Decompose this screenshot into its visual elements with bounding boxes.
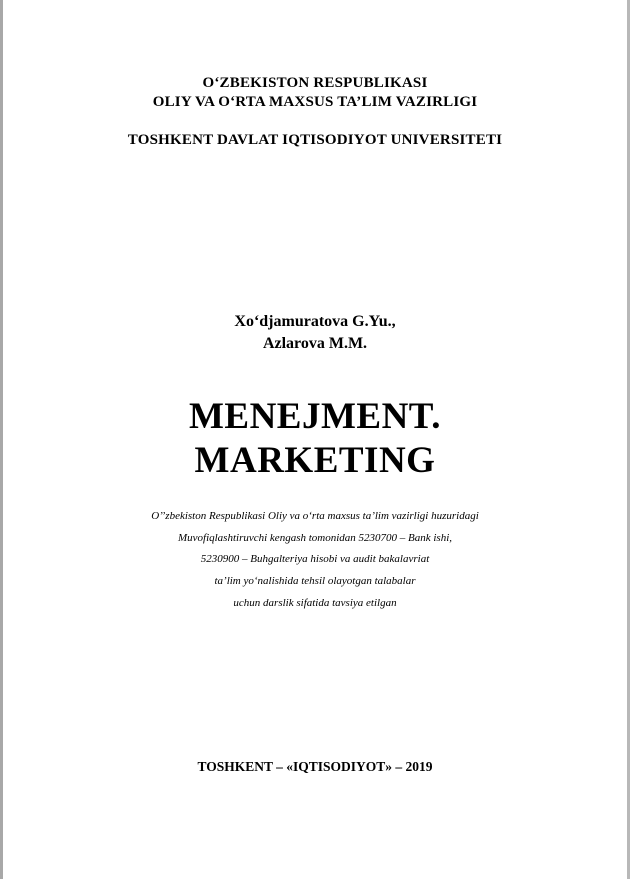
author-2: Azlarova M.M. <box>262 335 368 352</box>
ministry-line-2: OLIY VA O‘RTA MAXSUS TA’LIM VAZIRLIGI <box>152 94 478 110</box>
recommendation-line-1: O’’zbekiston Respublikasi Oliy va o‘rta maxsus ta’lim vazirligi huzuridagi <box>151 510 479 522</box>
recommendation-line-3: 5230900 – Buhgalteriya hisobi va audit bakalavriat <box>200 553 430 565</box>
book-title-line-1: MENEJMENT. <box>188 396 441 437</box>
university-name: TOSHKENT DAVLAT IQTISODIYOT UNIVERSITETI <box>127 132 503 148</box>
publisher-footer: TOSHKENT – «IQTISODIYOT» – 2019 <box>197 759 433 774</box>
recommendation-line-4: ta’lim yo‘nalishida tehsil olayotgan talabalar <box>214 575 416 587</box>
author-1: Xo‘djamuratova G.Yu., <box>234 313 396 330</box>
recommendation-line-2: Muvofiqlashtiruvchi kengash tomonidan 5230700 – Bank ishi, <box>177 532 453 544</box>
book-title-line-2: MARKETING <box>194 440 436 481</box>
recommendation-line-5: uchun darslik sifatida tavsiya etilgan <box>233 597 397 609</box>
ministry-line-1: O‘ZBEKISTON RESPUBLIKASI <box>202 75 428 91</box>
